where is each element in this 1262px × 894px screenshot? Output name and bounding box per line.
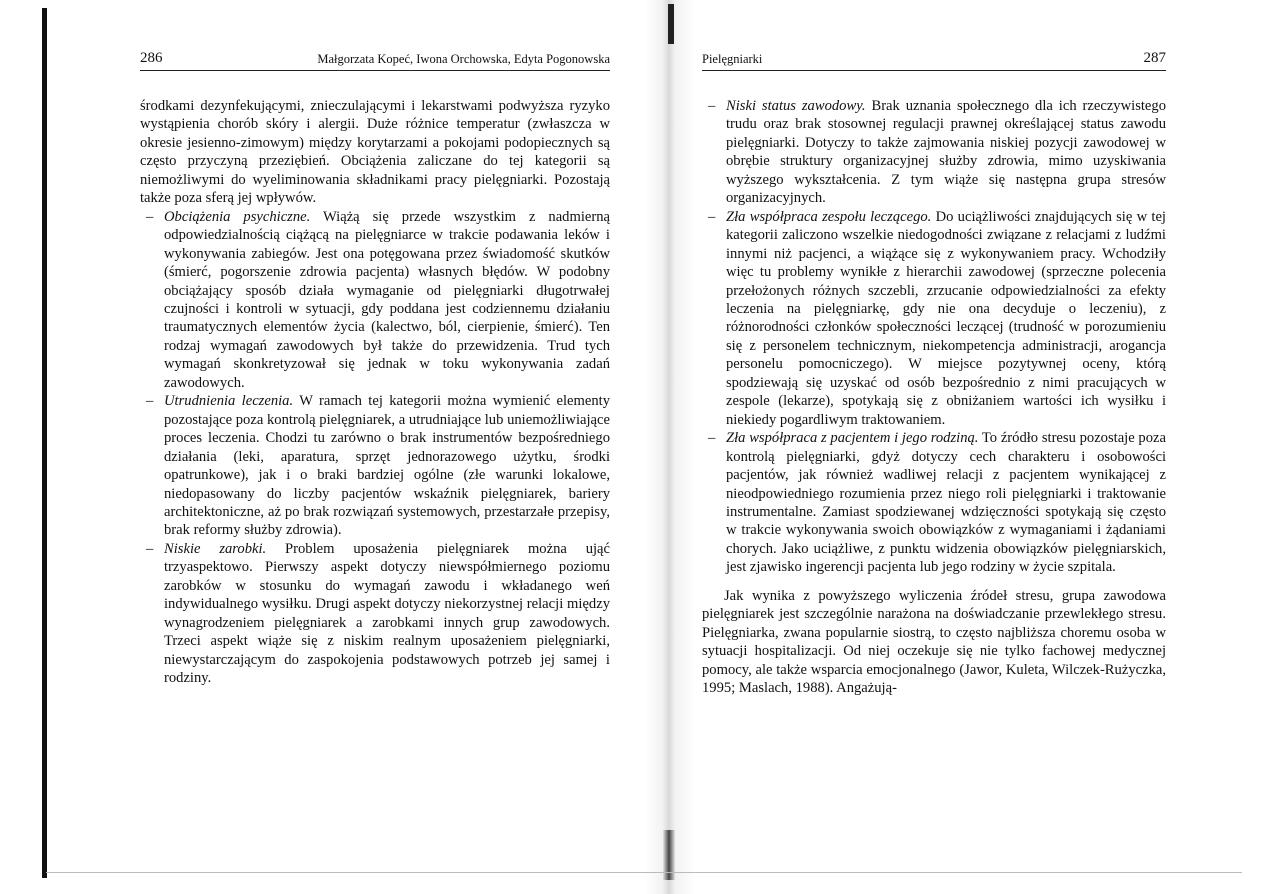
right-page-body	[702, 97, 1166, 698]
body-paragraph: Jak wynika z powyższego wyliczenia źródeł stresu, grupa zawodowa pielęgniarek jest szczególnie narażona na doświadczanie przewlekłego stresu. Pielęgniarka, zwana popularnie siostrą, to często najbliższa choremu osoba w sytuacji hospitalizacji. Od niej oczekuje się nie tylko fachowej medycznej pomocy, ale także wsparcia emocjonalnego (Jawor, Kuleta, Wilczek-Rużyczka, 1995; Maslach, 1988). Angażują-	[702, 587, 1166, 697]
list-dash: –	[708, 208, 716, 225]
left-page-header	[140, 50, 610, 71]
right-page	[702, 50, 1166, 698]
page-number: 287	[1143, 50, 1166, 66]
item-lead: Niskie zarobki.	[164, 540, 267, 557]
list-dash: –	[146, 540, 154, 557]
list-item	[140, 208, 610, 393]
list-item	[702, 208, 1166, 429]
list-item	[702, 97, 1166, 208]
bottom-rule	[46, 872, 1242, 873]
running-head-authors: Małgorzata Kopeć, Iwona Orchowska, Edyta Pogonowska	[317, 52, 610, 66]
scan-edge-bar	[42, 8, 47, 878]
item-text: Wiążą się przede wszystkim z nadmierną odpowiedzialnością ciążącą na pielęgniarce w trakcie podawania leków i wykonywania zabiegów. Jest ona potęgowana przez świadomość skutków (śmierć, pogorszenie zdrowia pacjenta) własnych błędów. W podobny obciążający sposób działa wymaganie od pielęgniarki długotrwałej czujności i kontroli w sytuacji, gdy poddana jest codziennemu działaniu traumatycznych elementów życia (kalectwo, ból, cierpienie, śmierć). Ten rodzaj wymagań zawodowych był także do przewidzenia. Trud tych wymagań skonkretyzował się jednak w toku wykonywania zadań zawodowych.	[164, 208, 611, 391]
item-lead: Niski status zawodowy.	[726, 98, 866, 114]
book-gutter	[645, 0, 695, 894]
list-dash: –	[146, 208, 154, 225]
item-lead: Zła współpraca z pacjentem i jego rodziną.	[726, 430, 979, 447]
list-item	[140, 392, 610, 540]
left-page-body	[140, 97, 610, 688]
list-dash: –	[708, 430, 716, 447]
list-dash: –	[146, 393, 154, 410]
left-page	[140, 50, 610, 688]
gutter-mark-top	[668, 4, 674, 44]
item-lead: Utrudnienia leczenia.	[164, 393, 294, 410]
list-item	[140, 540, 610, 688]
item-text: W ramach tej kategorii można wymienić elementy pozostające poza kontrolą pielęgniarek, a utrudniające lub uniemożliwiające proces leczenia. Chodzi tu zarówno o brak instrumentów bezpośredniego działania (leki, aparatura, sprzęt jednorazowego użytku, środki opatrunkowe), jak i o braki bardziej ogólne (złe warunki lokalowe, niedopasowany do liczby pacjentów wskaźnik pielęgniarek, bariery architektoniczne, aż po brak rozwiązań systemowych, przestarzałe przepisy, brak reformy służby zdrowia).	[164, 393, 610, 539]
continuation-paragraph: środkami dezynfekującymi, znieczulającymi i lekarstwami podwyższa ryzyko wystąpienia chorób skóry i alergii. Duże różnice temperatur (zwłaszcza w okresie jesienno-zimowym) między korytarzami a pokojami podopiecznych są często przyczyną przeziębień. Obciążenia zaliczane do tej kategorii są niemożliwymi do wyeliminowania składnikami pracy pielęgniarki. Pozostają także poza sferą jej wpływów.	[140, 98, 610, 207]
page-number: 286	[140, 50, 163, 66]
item-text: Brak uznania społecznego dla ich rzeczywistego trudu oraz brak stosownej regulacji prawnej określającej status zawodu pielęgniarki. Dotyczy to także zajmowania niskiej pozycji zawodowej w obrębie struktury organizacyjnej służby zdrowia, mimo uzyskiwania wyższego wykształcenia. Z tym wiąże się następna grupa stresów organizacyjnych.	[726, 98, 1167, 207]
right-page-header	[702, 50, 1166, 71]
item-lead: Obciążenia psychiczne.	[164, 208, 311, 225]
item-text: Problem uposażenia pielęgniarek można ująć trzyaspektowo. Pierwszy aspekt dotyczy niewspółmiernego poziomu zarobków w stosunku do wymagań zawodu i wkładanego weń indywidualnego wysiłku. Drugi aspekt dotyczy niekorzystnej relacji między wynagrodzeniem pielęgniarek a zarobkami innych grup zawodowych. Trzeci aspekt wiąże się z niskim realnym uposażeniem pielęgniarki, niewystarczającym do zaspokojenia podstawowych potrzeb jej samej i rodziny.	[164, 540, 610, 687]
item-text: To źródło stresu pozostaje poza kontrolą pielęgniarki, gdyż dotyczy cech charakteru i osobowości pacjentów, jak również wadliwej relacji z pacjentem wynikającej z nieodpowiedniego rozumienia przez niego roli pielęgniarki i traktowanie instrumentalne. Zamiast spodziewanej wdzięczności spotykają się często w trakcie wykonywania swoich obowiązków z wymaganiami i żądaniami chorych. Jako uciążliwe, z punktu widzenia obowiązków pielęgniarskich, jest zjawisko ingerencji pacjenta lub jego rodziny w życie szpitala.	[726, 430, 1166, 576]
running-head-title: Pielęgniarki	[702, 52, 763, 66]
list-dash: –	[708, 98, 716, 114]
list-item	[702, 429, 1166, 577]
item-text: Do uciążliwości znajdujących się w tej kategorii zaliczono wszelkie niedogodności związane z relacjami z ludźmi innymi niż pacjenci, a wiążące się z wykonywaniem pracy. Wchodziły więc tu problemy wynikłe z hierarchii zawodowej (sprzeczne polecenia przełożonych różnych szczebli, zrzucanie odpowiedzialności za efekty leczenia na pielęgniarkę, gdy nie ona decyduje o leczeniu), z różnorodności członków społeczności leczącej (trudność w porozumieniu się z personelem technicznym, niekompetencja administracji, arogancja personelu pomocniczego). W miejsce pozytywnej oceny, którą spodziewają się uzyskać od osób bezpośrednio z nimi pracujących w zespole (lekarze), spotykają się z obniżaniem wartości ich wysiłku i niekiedy pogardliwym traktowaniem.	[726, 208, 1166, 428]
item-lead: Zła współpraca zespołu leczącego.	[726, 208, 932, 225]
